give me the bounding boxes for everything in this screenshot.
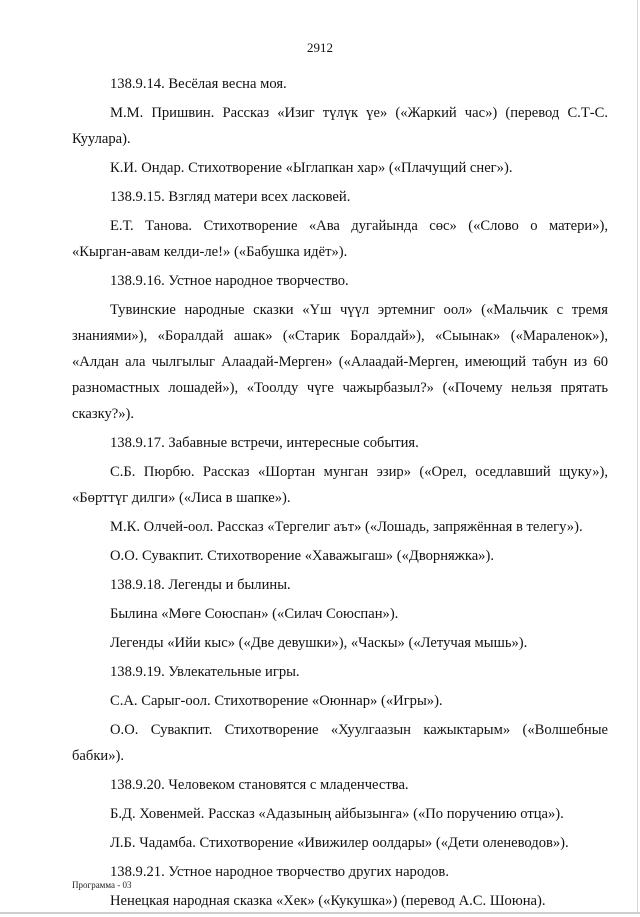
reading-item: Былина «Мөге Союспан» («Силач Союспан»).	[110, 606, 399, 622]
section-heading: 138.9.20. Человеком становятся с младенчества.	[110, 777, 409, 793]
section-heading: 138.9.14. Весёлая весна моя.	[110, 76, 287, 92]
reading-item: М.К. Олчей-оол. Рассказ «Тергелиг аът» («Лошадь, запряжённая в телегу»).	[110, 519, 583, 535]
reading-item: С.Б. Пюрбю. Рассказ «Шортан мунган эзир» («Орел, оседлавший щуку»), «Бөрттүг дилги» («Лиса в шапке»).	[72, 464, 608, 506]
section-heading: 138.9.15. Взгляд матери всех ласковей.	[110, 189, 351, 205]
section-heading: 138.9.21. Устное народное творчество других народов.	[110, 864, 449, 880]
reading-item: Е.Т. Танова. Стихотворение «Ава дугайында сөс» («Слово о матери»), «Кырган-авам келди-ле!» («Бабушка идёт»).	[72, 218, 608, 260]
footer-program-label: Программа - 03	[72, 880, 132, 890]
reading-item: С.А. Сарыг-оол. Стихотворение «Оюннар» («Игры»).	[110, 693, 443, 709]
section-heading: 138.9.19. Увлекательные игры.	[110, 664, 300, 680]
reading-item: О.О. Сувакпит. Стихотворение «Хуулгаазын кажыктарым» («Волшебные бабки»).	[72, 722, 608, 764]
scan-edge-right	[637, 0, 638, 914]
reading-item: Б.Д. Ховенмей. Рассказ «Адазының айбызынга» («По поручению отца»).	[110, 806, 564, 822]
reading-item: О.О. Сувакпит. Стихотворение «Хаважыгаш» («Дворняжка»).	[110, 548, 494, 564]
reading-item: К.И. Ондар. Стихотворение «Ыглапкан хар» («Плачущий снег»).	[110, 160, 513, 176]
section-heading: 138.9.17. Забавные встречи, интересные события.	[110, 435, 419, 451]
page-number: 2912	[307, 40, 333, 55]
document-body	[72, 71, 608, 917]
reading-item: М.М. Пришвин. Рассказ «Изиг түлүк үе» («Жаркий час») (перевод С.Т-С. Куулара).	[72, 105, 608, 147]
section-heading: 138.9.16. Устное народное творчество.	[110, 273, 349, 289]
reading-item: Л.Б. Чадамба. Стихотворение «Ивижилер оолдары» («Дети оленеводов»).	[110, 835, 569, 851]
section-heading: 138.9.18. Легенды и былины.	[110, 577, 291, 593]
reading-item: Тувинские народные сказки «Үш чүүл эртемниг оол» («Мальчик с тремя знаниями»), «Боралдай ашак» («Старик Боралдай»), «Сыынак» («Мараленок»), «Алдан ала чылгылыг Алаадай-Мерген» («Алаадай-Мерген, имеющий табун из 60 разномастных лошадей»), «Тоолду чүге чажырбазыл?» («Почему нельзя прятать сказку?»).	[72, 302, 608, 422]
reading-item: Легенды «Ийи кыс» («Две девушки»), «Часкы» («Летучая мышь»).	[110, 635, 528, 651]
reading-item: Ненецкая народная сказка «Хек» («Кукушка») (перевод А.С. Шоюна).	[110, 893, 546, 909]
